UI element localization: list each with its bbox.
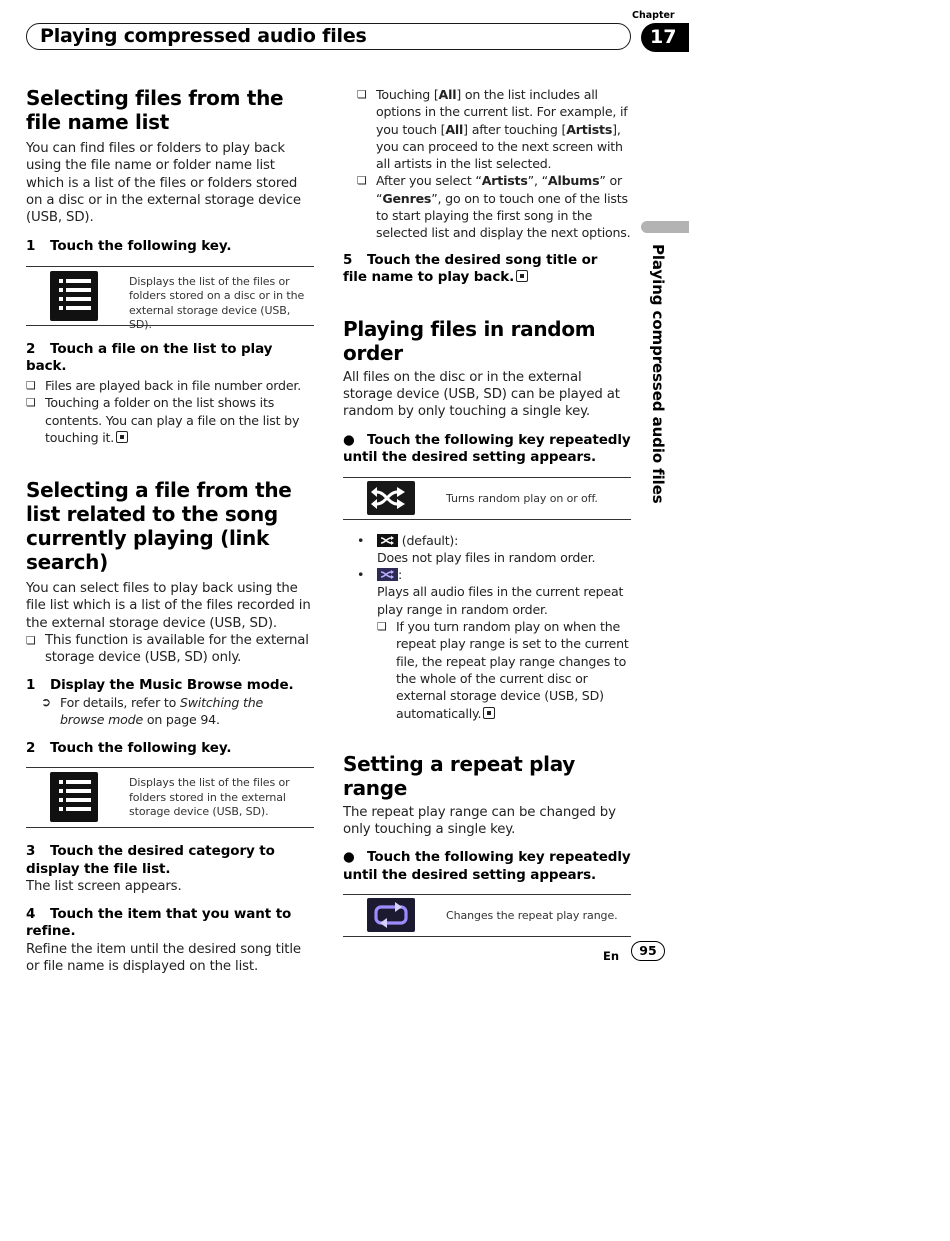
step-number: 3: [26, 843, 36, 860]
list-icon: [50, 772, 98, 822]
note: ❏ Touching a folder on the list shows its contents. You can play a file on the list by touching it.: [26, 395, 300, 445]
step-5: [343, 252, 613, 287]
language-label: En: [603, 949, 620, 963]
step-body: The list screen appears.: [26, 879, 182, 895]
step-2: [26, 341, 316, 376]
side-tab-marker: [641, 221, 689, 233]
note: ❏ After you select “Artists”, “Albums” or “Genres”, go on to touch one of the lists to start playing the first song in the selected list and display the next options.: [357, 173, 631, 241]
step-text: Touch the desired category to display the file list.: [26, 843, 275, 877]
end-mark-icon: [516, 270, 528, 282]
right-column: [343, 86, 633, 937]
step-3: [26, 843, 314, 878]
section-heading-link-search: Selecting a file from the list related to the song currently playing (link search): [26, 478, 292, 575]
key-table-random: [343, 477, 631, 520]
step-text: Touch the following key repeatedly until the desired setting appears.: [343, 849, 631, 883]
section-body: The repeat play range can be changed by only touching a single key.: [343, 804, 616, 838]
note-checkbox-icon: ❏: [26, 378, 36, 392]
step-bullet: [343, 849, 631, 884]
shuffle-off-icon: [377, 534, 398, 547]
section-heading-repeat: Setting a repeat play range: [343, 751, 576, 800]
repeat-icon: [367, 898, 415, 932]
note-checkbox-icon: ❏: [357, 174, 367, 188]
step-number: 5: [343, 251, 353, 268]
key-table-repeat: [343, 894, 631, 937]
note-checkbox-icon: ❏: [26, 396, 36, 410]
section-heading-file-name-list: Selecting files from the file name list: [26, 86, 284, 134]
step-text: Touch a file on the list to play back.: [26, 340, 273, 375]
key-table-list: [26, 767, 314, 828]
key-description: Turns random play on or off.: [446, 491, 598, 505]
page-title: Playing compressed audio files: [40, 25, 367, 47]
shuffle-icon: [367, 481, 415, 515]
step-text: Display the Music Browse mode.: [50, 676, 294, 693]
chapter-number-badge: 17: [641, 23, 689, 52]
random-option-default-text: Does not play files in random order.: [377, 549, 596, 565]
step-number: 1: [26, 676, 36, 693]
key-table-list: [26, 266, 314, 332]
note: ❏ Files are played back in file number order.: [26, 377, 301, 393]
bullet-icon: ●: [343, 431, 355, 448]
section-body: You can find files or folders to play back using the file name or folder name list which is a list of the files or folders stored on a disc or in the external storage device (USB, SD).: [26, 141, 301, 226]
list-icon: [50, 271, 98, 321]
random-option-on: • :: [357, 567, 403, 583]
step-text: Touch the following key.: [50, 238, 232, 255]
step-text: Touch the item that you want to refine.: [26, 905, 292, 940]
bullet-icon: ●: [343, 849, 355, 866]
note-checkbox-icon: ❏: [26, 634, 36, 648]
step-1: [26, 238, 316, 256]
step-number: 2: [26, 340, 36, 357]
step-text: Touch the following key.: [50, 739, 232, 756]
page-number: 95: [631, 941, 665, 961]
chapter-label: Chapter: [632, 10, 675, 21]
step-number: 4: [26, 905, 36, 922]
section-body: You can select files to play back using the file list which is a list of the files recorded in the external storage device (USB, SD).: [26, 581, 311, 631]
step-1: [26, 677, 316, 695]
left-column: [26, 86, 316, 975]
step-text: Touch the desired song title or file name to play back.: [343, 251, 598, 286]
end-mark-icon: [116, 431, 128, 443]
note-checkbox-icon: ❏: [377, 620, 387, 634]
key-description: Changes the repeat play range.: [446, 909, 618, 923]
step-text: Touch the following key repeatedly until the desired setting appears.: [343, 431, 631, 466]
step-body: Refine the item until the desired song title or file name is displayed on the list.: [26, 941, 301, 974]
note: ❏ If you turn random play on when the repeat play range is set to the current file, the repeat play range changes to the whole of the current disc or external storage device (USB, SD) automatically.: [377, 619, 629, 721]
section-body: All files on the disc or in the external storage device (USB, SD) can be played at random by only touching a single key.: [343, 369, 620, 420]
note-checkbox-icon: ❏: [357, 88, 367, 101]
note: ❏ Touching [All] on the list includes all options in the current list. For example, if you touch [All] after touching [Artists], you can proceed to the next screen with all artists in the list selected.: [357, 87, 628, 172]
section-heading-random: Playing files in random order: [343, 316, 596, 365]
random-option-on-text: Plays all audio files in the current repeat play range in random order.: [377, 584, 624, 617]
reference-note: ➲ For details, refer to Switching the browse mode on page 94.: [41, 695, 264, 728]
step-bullet: [343, 432, 631, 467]
step-number: 1: [26, 238, 36, 255]
step-4: [26, 906, 316, 941]
step-number: 2: [26, 739, 36, 756]
key-description: Displays the list of the files or folders stored on a disc or in the external storage device (USB, SD).: [129, 274, 305, 332]
end-mark-icon: [483, 707, 495, 719]
random-option-default: • (default):: [357, 532, 459, 548]
side-tab-title: Playing compressed audio files: [649, 244, 667, 504]
reference-link[interactable]: Switching the browse mode: [60, 695, 264, 728]
key-description: Displays the list of the files or folders stored in the external storage device (USB, SD).: [129, 776, 290, 819]
arrow-right-icon: ➲: [41, 695, 51, 710]
shuffle-on-icon: [377, 568, 398, 581]
note: ❏ This function is available for the external storage device (USB, SD) only.: [26, 633, 309, 666]
step-2: [26, 740, 316, 758]
